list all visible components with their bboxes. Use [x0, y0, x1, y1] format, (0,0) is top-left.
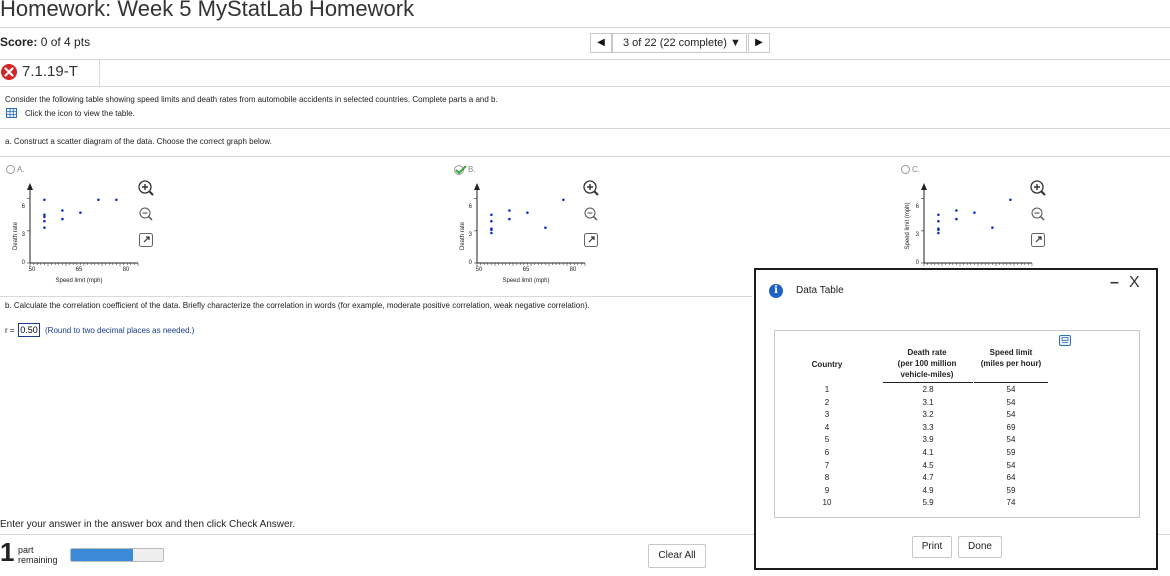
scatter-point	[490, 227, 493, 230]
score-label: Score:	[0, 35, 38, 49]
option-a-radio[interactable]	[6, 165, 15, 174]
scatter-point	[955, 218, 958, 221]
zoom-in-icon[interactable]	[138, 180, 154, 196]
death-cell: 3.2	[922, 410, 934, 420]
country-cell: 6	[824, 447, 830, 457]
death-cell: 4.1	[922, 447, 934, 457]
score-value: 0 of 4 pts	[40, 35, 91, 49]
enlarge-graph-icon[interactable]	[583, 232, 599, 248]
divider	[0, 156, 1170, 157]
option-b-label: B.	[468, 165, 476, 175]
country-cell: 8	[824, 473, 830, 483]
x-axis-label: Speed limit (mph)	[55, 278, 103, 284]
scatter-point	[43, 226, 46, 229]
x-tick-label: 65	[522, 267, 530, 273]
scatter-point	[973, 211, 976, 214]
print-button[interactable]: Print	[912, 536, 952, 558]
scatter-point	[43, 216, 46, 219]
speed-cell: 64	[1006, 473, 1016, 483]
divider	[0, 296, 752, 297]
remaining-word: remaining	[18, 555, 58, 565]
next-question-button[interactable]: ▶	[748, 33, 770, 53]
y-tick-label: 3	[468, 232, 472, 238]
scatter-point	[937, 213, 940, 216]
country-cell: 4	[824, 422, 830, 432]
header-death-rate	[879, 347, 975, 380]
enlarge-graph-icon[interactable]	[138, 232, 154, 248]
zoom-in-icon[interactable]	[583, 180, 599, 196]
info-icon: i	[769, 284, 783, 298]
scatter-point	[61, 218, 64, 221]
scatter-point	[43, 198, 46, 201]
footer-instruction: Enter your answer in the answer box and then click Check Answer.	[0, 519, 296, 530]
speed-cell: 54	[1006, 397, 1016, 407]
scatter-point	[490, 220, 493, 223]
scatter-point	[490, 232, 493, 235]
scatter-point	[937, 227, 940, 230]
divider	[0, 27, 1170, 28]
country-cell: 2	[824, 397, 830, 407]
x-tick-label: 80	[569, 267, 577, 273]
y-tick-label: 0	[468, 260, 472, 266]
enlarge-graph-icon[interactable]	[1030, 232, 1046, 248]
scatter-point	[991, 226, 994, 229]
done-button[interactable]: Done	[958, 536, 1002, 558]
data-table	[774, 330, 1140, 518]
minimize-button[interactable]: –	[1110, 274, 1119, 291]
scatter-point	[937, 220, 940, 223]
speed-cell: 69	[1006, 422, 1016, 432]
header-country: Country	[811, 360, 843, 369]
header-death-rate-line: (per 100 million	[897, 359, 957, 368]
death-cell: 4.5	[922, 460, 934, 470]
y-tick-label: 3	[915, 232, 919, 238]
country-cell: 1	[824, 385, 830, 394]
x-tick-label: 50	[475, 267, 483, 273]
speed-cell: 59	[1006, 447, 1016, 457]
copy-table-icon[interactable]	[1059, 335, 1071, 346]
progress-bar	[70, 548, 164, 562]
speed-cell: 54	[1006, 435, 1016, 445]
scatter-point	[508, 209, 511, 212]
view-table-link[interactable]: Click the icon to view the table.	[25, 109, 135, 118]
scatter-point	[43, 220, 46, 223]
death-cell: 3.1	[922, 397, 934, 407]
header-speed-line: (miles per hour)	[980, 359, 1042, 368]
death-cell: 5.9	[922, 498, 934, 508]
scatter-point	[526, 211, 529, 214]
dialog-title: Data Table	[796, 285, 844, 296]
scatter-point	[955, 209, 958, 212]
header-speed-limit	[971, 347, 1051, 369]
scatter-point	[562, 198, 565, 201]
previous-question-button[interactable]: ◀	[590, 33, 612, 53]
scatter-point	[937, 232, 940, 235]
question-id: 7.1.19-T	[0, 60, 100, 86]
death-cell: 3.3	[922, 422, 934, 432]
death-cell: 2.8	[922, 385, 934, 394]
scatter-point	[544, 226, 547, 229]
y-tick-label: 0	[21, 260, 25, 266]
divider	[0, 128, 1170, 129]
country-column	[805, 384, 849, 510]
zoom-out-icon[interactable]	[1030, 206, 1046, 222]
part-b-text: b. Calculate the correlation coefficient of the data. Briefly characterize the correlation in words (for example, moderate positive correlation, weak negative correlation).	[5, 301, 590, 310]
country-cell: 10	[822, 498, 832, 508]
death-cell: 3.9	[922, 435, 934, 445]
scatter-point	[490, 213, 493, 216]
zoom-in-icon[interactable]	[1030, 180, 1046, 196]
r-hint: (Round to two decimal places as needed.)	[45, 326, 195, 335]
r-answer-box[interactable]: 0.50	[18, 323, 40, 337]
parts-remaining-count: 1	[0, 537, 15, 567]
scatter-point	[61, 209, 64, 212]
part-word: part	[18, 545, 34, 555]
option-a-radio-wrap[interactable]	[6, 165, 25, 174]
parts-remaining-label	[18, 545, 58, 565]
scatter-point	[508, 218, 511, 221]
header-speed-line: Speed limit	[989, 348, 1033, 357]
close-button[interactable]: X	[1129, 274, 1140, 291]
y-axis-label: Death rate	[13, 221, 19, 251]
question-selector[interactable]: 3 of 22 (22 complete) ▼	[612, 33, 747, 53]
speed-cell: 54	[1006, 410, 1016, 420]
death-rate-column	[883, 384, 973, 510]
r-label: r =	[5, 326, 15, 335]
speed-cell: 59	[1006, 485, 1016, 495]
country-cell: 3	[824, 410, 830, 420]
header-death-rate-line: Death rate	[907, 348, 947, 357]
header-rule	[883, 382, 973, 383]
divider	[0, 59, 1170, 60]
y-tick-label: 6	[915, 204, 919, 210]
y-tick-label: 0	[915, 260, 919, 266]
death-cell: 4.9	[922, 485, 934, 495]
x-tick-label: 65	[75, 267, 83, 273]
country-cell: 5	[824, 435, 830, 445]
scatter-point	[97, 198, 100, 201]
speed-limit-column	[974, 384, 1048, 510]
score	[0, 35, 90, 49]
y-tick-label: 6	[468, 204, 472, 210]
y-axis-label: Death rate	[460, 221, 466, 251]
part-a-text: a. Construct a scatter diagram of the data. Choose the correct graph below.	[5, 137, 272, 146]
speed-cell: 54	[1006, 385, 1016, 394]
header-death-rate-line: vehicle-miles)	[900, 370, 954, 379]
x-tick-label: 80	[122, 267, 130, 273]
header-rule	[974, 382, 1048, 383]
question-intro: Consider the following table showing speed limits and death rates from automobile accidents in selected countries. Complete parts a and b.	[5, 95, 498, 104]
y-tick-label: 6	[21, 204, 25, 210]
option-c-label: C.	[912, 165, 920, 174]
progress-fill	[71, 549, 133, 561]
speed-cell: 54	[1006, 460, 1016, 470]
graph-a	[8, 178, 158, 286]
divider	[0, 86, 1170, 87]
option-c-radio[interactable]	[901, 165, 910, 174]
clear-all-button[interactable]: Clear All	[648, 544, 706, 568]
country-cell: 7	[824, 460, 830, 470]
x-axis-label: Speed limit (mph)	[502, 278, 550, 284]
option-c-radio-wrap[interactable]	[901, 165, 920, 174]
page-title: Homework: Week 5 MyStatLab Homework	[0, 0, 415, 21]
zoom-out-icon[interactable]	[138, 206, 154, 222]
option-b-radio-wrap[interactable]	[454, 165, 476, 175]
country-cell: 9	[824, 485, 830, 495]
y-tick-label: 3	[21, 232, 25, 238]
x-tick-label: 50	[28, 267, 36, 273]
scatter-point	[79, 211, 82, 214]
scatter-point	[1009, 198, 1012, 201]
option-a-label: A.	[17, 165, 25, 174]
scatter-point	[115, 198, 118, 201]
option-b-checkmark-icon	[454, 165, 468, 175]
zoom-out-icon[interactable]	[583, 206, 599, 222]
speed-cell: 74	[1006, 498, 1016, 508]
table-icon[interactable]	[6, 108, 17, 118]
data-table-dialog	[754, 268, 1158, 570]
y-axis-label: Speed limit (mph)	[905, 202, 911, 250]
death-cell: 4.7	[922, 473, 934, 483]
